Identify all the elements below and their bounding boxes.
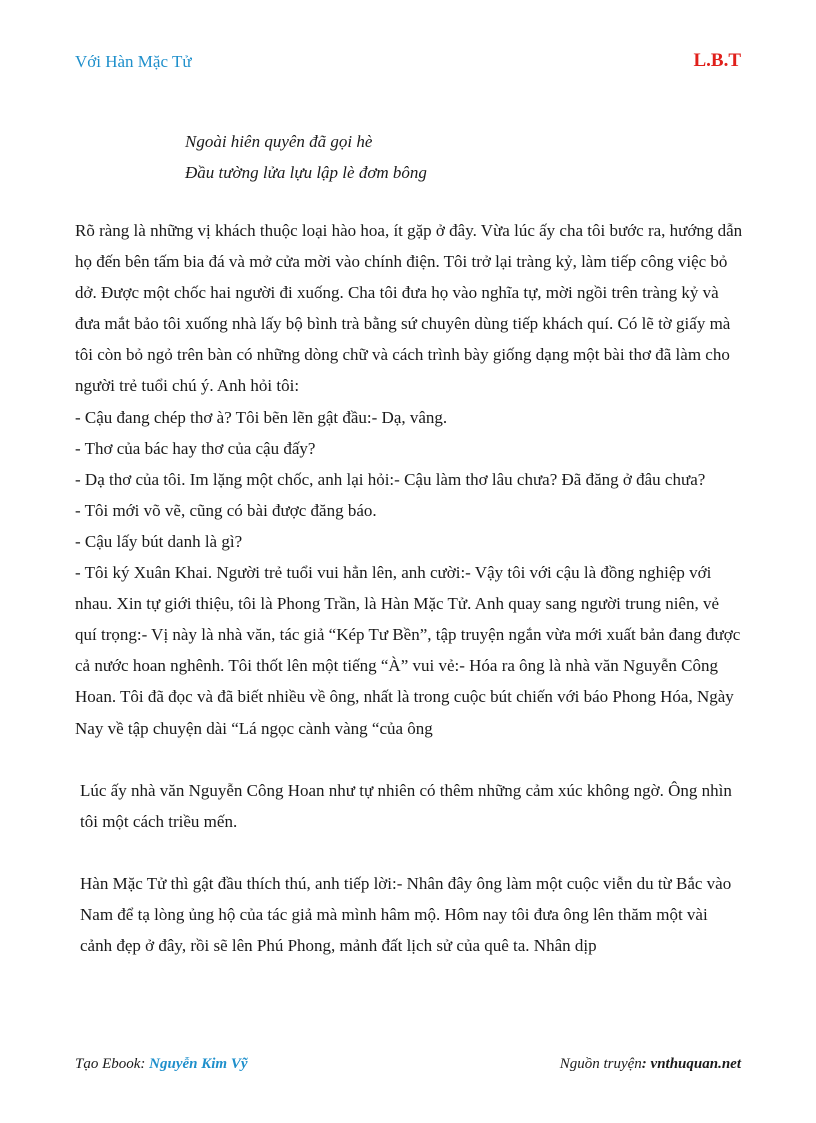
paragraph: Hàn Mặc Tử thì gật đầu thích thú, anh tiếp lời:- Nhân đây ông làm một cuộc viễn du từ Bắc vào Nam để tạ lòng ủng hộ của tác giả mà mình hâm mộ. Hôm nay tôi đưa ông lên thăm một vài cảnh đẹp ở đây, rồi sẽ lên Phú Phong, mảnh đất lịch sử của quê ta. Nhân dịp [80,873,732,955]
poem-line: Ngoài hiên quyên đã gọi hè [185,132,373,151]
dialogue-line: - Cậu lấy bút danh là gì? [75,531,243,551]
dialogue-line: - Tôi ký Xuân Khai. Người trẻ tuổi vui hẳn lên, anh cười:- Vậy tôi với cậu là đồng nghiệp với nhau. Xin tự giới thiệu, tôi là Phong Trần, là Hàn Mặc Tử. Anh quay sang người trung niên, vẻ quí trọng:- Vị này là nhà văn, tác giả “Kép Tư Bền”, tập truyện ngắn vừa mới xuất bản đang được cả nước hoan nghênh. Tôi thốt lên một tiếng “À” vui vẻ:- Hóa ra ông là nhà văn Nguyễn Công Hoan. Tôi đã đọc và đã biết nhiều về ông, nhất là trong cuộc bút chiến với báo Phong Hóa, Ngày Nay về tập chuyện dài “Lá ngọc cành vàng “của ông [75,563,741,738]
dialogue-line: - Thơ của bác hay thơ của cậu đấy? [75,438,316,458]
dialogue-line: - Cậu đang chép thơ à? Tôi bẽn lẽn gật đầu:- Dạ, vâng. [75,407,448,427]
source-label: Nguồn truyện [559,1056,642,1072]
paragraph: Rõ ràng là những vị khách thuộc loại hào hoa, ít gặp ở đây. Vừa lúc ấy cha tôi bước ra, hướng dẫn họ đến bên tấm bia đá và mở cửa mời vào chính điện. Tôi trở lại tràng kỷ, làm tiếp công việc bỏ dở. Được một chốc hai người đi xuống. Cha tôi đưa họ vào nghĩa tự, mời ngồi trên tràng kỷ và đưa mắt bảo tôi xuống nhà lấy bộ bình trà bằng sứ chuyên dùng tiếp khách quí. Có lẽ tờ giấy mà tôi còn bỏ ngỏ trên bàn có những dòng chữ và cách trình bày giống dạng một bài thơ đã làm cho người trẻ tuổi chú ý. Anh hỏi tôi: [75,221,743,396]
story-body [75,215,743,961]
ebook-label: Tạo Ebook [75,1056,141,1072]
dialogue-line: - Tôi mới võ vẽ, cũng có bài được đăng báo. [75,500,377,520]
source-site-link[interactable]: vnthuquan.net [650,1056,741,1072]
page-footer [75,1056,741,1078]
ebook-credit: Tạo Ebook: Nguyễn Kim Vỹ [75,1056,248,1072]
paragraph: Lúc ấy nhà văn Nguyễn Công Hoan như tự nhiên có thêm những cảm xúc không ngờ. Ông nhìn tôi một cách triều mến. [80,780,732,831]
publisher-logo-text: L.B.T [693,50,741,71]
page-header [75,50,741,76]
source-credit: Nguồn truyện: vnthuquan.net [559,1056,741,1072]
poem-line: Đầu tường lửa lựu lập lè đơm bông [185,163,427,182]
dialogue-line: - Dạ thơ của tôi. Im lặng một chốc, anh lại hỏi:- Cậu làm thơ lâu chưa? Đã đăng ở đâu chưa? [75,469,706,489]
poem-quote [185,126,427,188]
ebook-author-link[interactable]: Nguyễn Kim Vỹ [149,1056,248,1072]
book-title: Với Hàn Mặc Tử [75,52,192,71]
